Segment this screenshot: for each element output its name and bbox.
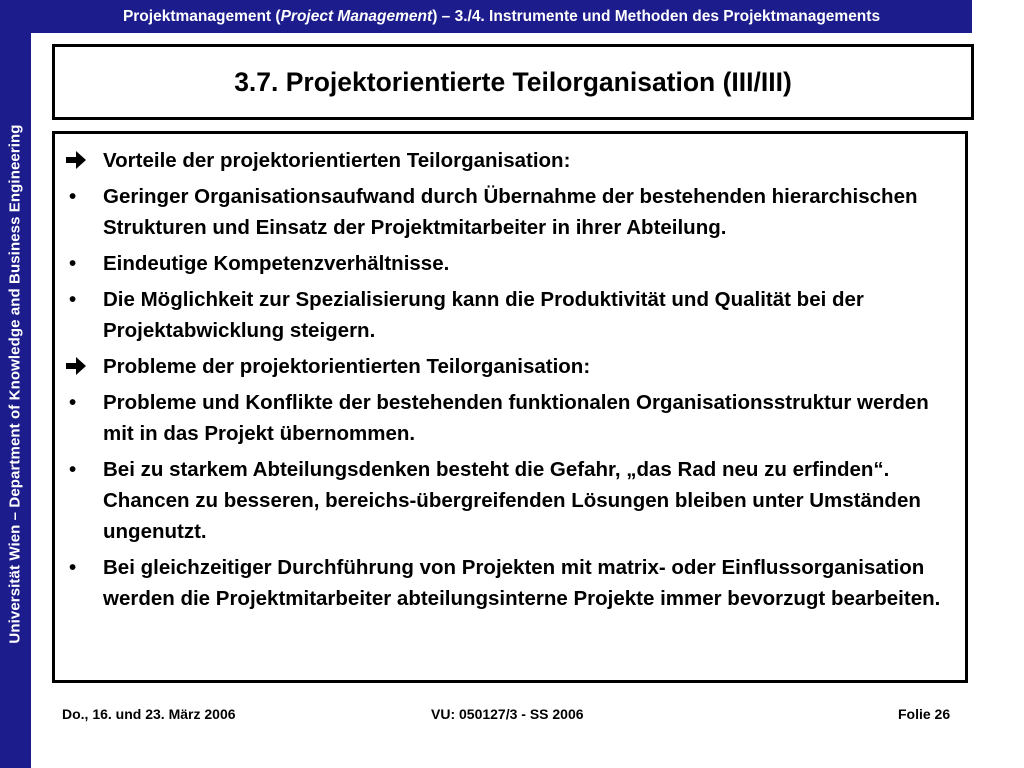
sidebar <box>0 0 31 768</box>
bullet-icon: • <box>69 252 77 275</box>
list-item-text: Bei gleichzeitiger Durchführung von Projekten mit matrix- oder Einflussorganisation werden die Projektmitarbeiter abteilungsinterne Projekte immer bevorzugt bearbeiten. <box>103 556 941 610</box>
header-italic: Project Management <box>280 7 433 25</box>
footer-date: Do., 16. und 23. März 2006 <box>62 706 236 722</box>
sidebar-text: Universität Wien – Department of Knowledge and Business Engineering <box>6 124 24 644</box>
list-item-text: Die Möglichkeit zur Spezialisierung kann die Produktivität und Qualität bei der Projektabwicklung steigern. <box>103 288 864 342</box>
header-bar <box>31 0 972 33</box>
list-item <box>63 387 957 449</box>
list-item <box>63 248 957 279</box>
list-item <box>63 181 957 243</box>
footer-slide-number: Folie 26 <box>898 706 951 722</box>
bullet-icon: • <box>69 391 77 414</box>
list-item <box>63 454 957 547</box>
list-item <box>63 552 957 614</box>
list-item-text: Bei zu starkem Abteilungsdenken besteht die Gefahr, „das Rad neu zu erfinden“. Chancen zu besseren, bereichs-übergreifenden Lösungen bleiben unter Umständen ungenutzt. <box>103 458 921 543</box>
list-item <box>63 351 957 382</box>
footer-course: VU: 050127/3 - SS 2006 <box>431 706 584 722</box>
content-box <box>52 131 968 683</box>
title-box <box>52 44 974 120</box>
list-item <box>63 284 957 346</box>
bullet-icon: • <box>69 556 77 579</box>
header-suffix: ) – 3./4. Instrumente und Methoden des Projektmanagements <box>432 7 881 25</box>
arrow-right-icon <box>63 145 103 176</box>
list-item-text: Probleme der projektorientierten Teilorganisation: <box>103 355 591 378</box>
bullet-icon: • <box>69 288 77 311</box>
page-title: 3.7. Projektorientierte Teilorganisation (III/III) <box>234 66 792 97</box>
header-prefix: Projektmanagement ( <box>122 7 281 25</box>
list-item-text: Eindeutige Kompetenzverhältnisse. <box>103 252 450 275</box>
list-item <box>63 145 957 176</box>
list-item-text: Probleme und Konflikte der bestehenden funktionalen Organisationsstruktur werden mit in das Projekt übernommen. <box>103 391 929 445</box>
bullet-icon: • <box>69 458 77 481</box>
bullet-icon: • <box>69 185 77 208</box>
list-item-text: Vorteile der projektorientierten Teilorganisation: <box>103 149 571 172</box>
list-item-text: Geringer Organisationsaufwand durch Übernahme der bestehenden hierarchischen Strukturen und Einsatz der Projektmitarbeiter in ihrer Abteilung. <box>103 185 918 239</box>
arrow-right-icon <box>63 351 103 382</box>
